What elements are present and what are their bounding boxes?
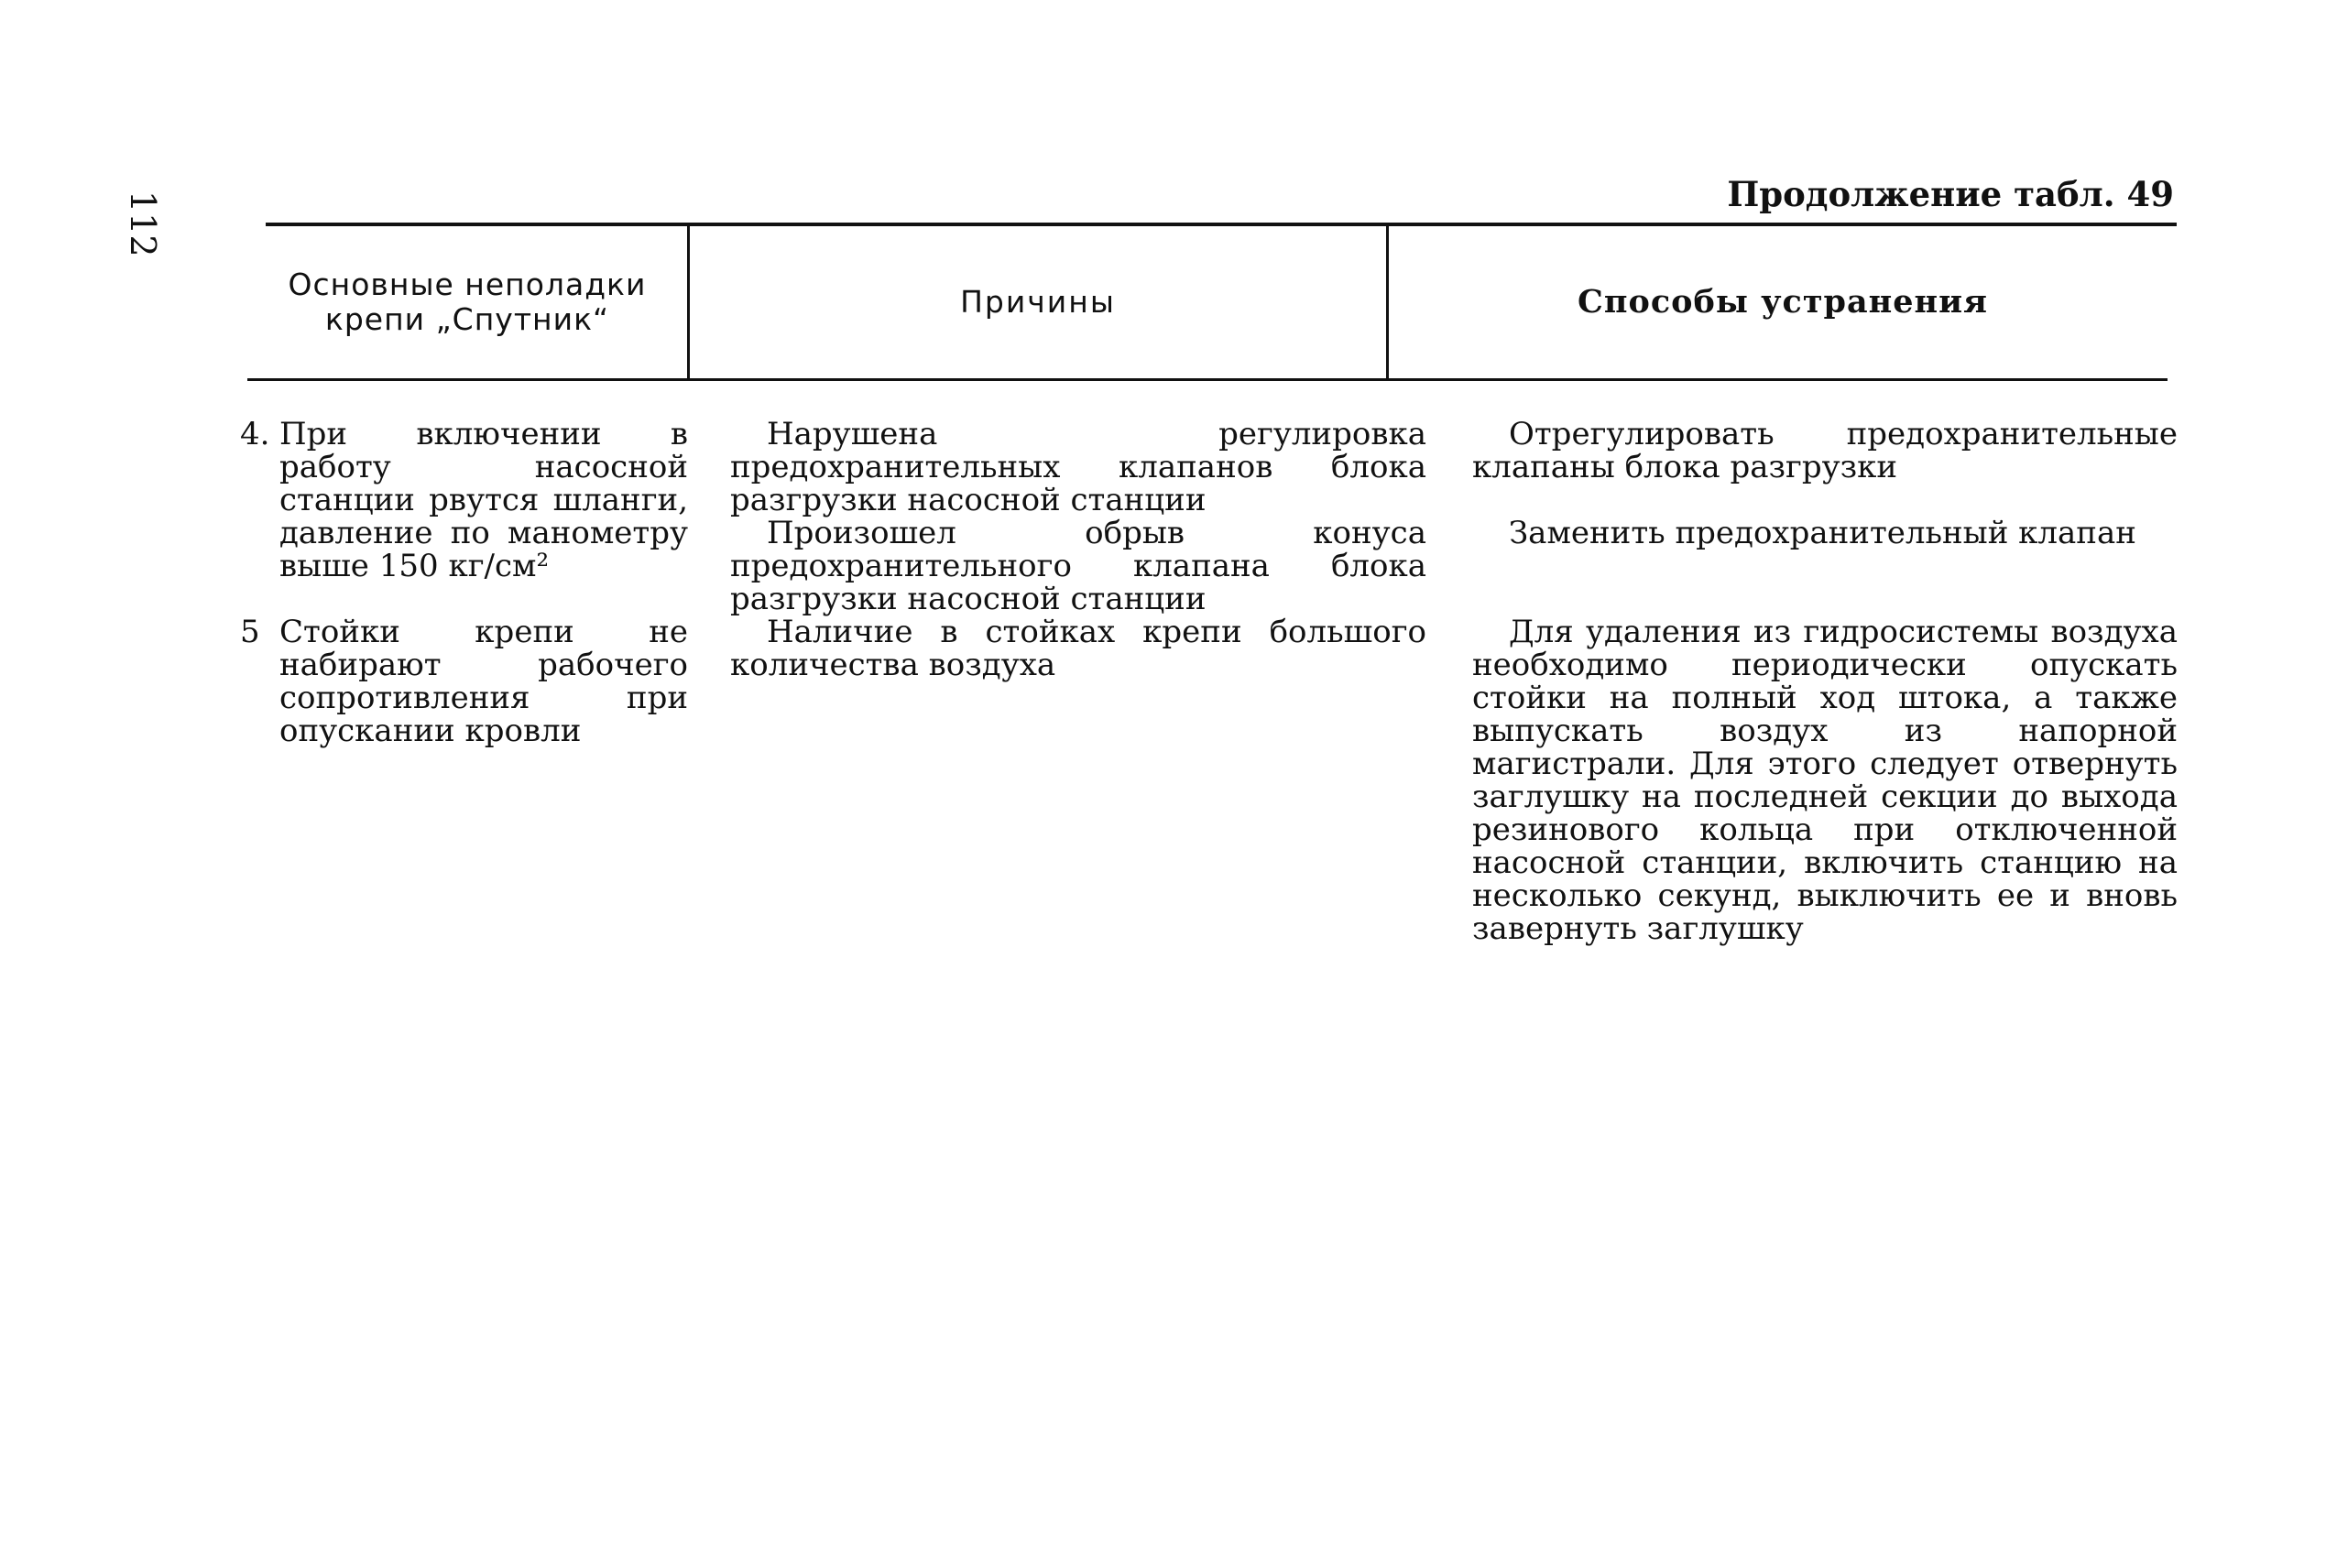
table-caption: Продолжение табл. 49: [1727, 174, 2174, 214]
remedy-text: Заменить предохранительный клапан: [1509, 515, 2136, 551]
cause-text: Нарушена регулировка предохранительных клапанов блока разгрузки насосной станции: [730, 416, 1426, 518]
row-number: 4.: [240, 416, 270, 452]
row-number: 5: [240, 614, 260, 650]
page-number: 112: [123, 191, 163, 257]
remedy-text: Отрегулировать предохранительные клапаны блока разгрузки: [1472, 416, 2178, 485]
cause-text: Произошел обрыв конуса предохранительного клапана блока разгрузки насосной станции: [730, 515, 1426, 617]
header-remedies: Способы устранения: [1578, 283, 1988, 321]
fault-text: При включении в работу насосной станции рвутся шланги, давление по манометру выше 150 кг/см²: [279, 416, 688, 584]
fault-text: Стойки крепи не набирают рабочего сопротивления при опускании кровли: [279, 614, 688, 749]
cause-text: Наличие в стойках крепи большого количества воздуха: [730, 614, 1426, 683]
remedy-text: Для удаления из гидросистемы воздуха необходимо периодически опускать стойки на полный ход штока, а также выпускать воздух из напорной магистрали. Для этого следует отвернуть заглушку на последней секции до выхода резинового кольца при отключенной насосной станции, включить станцию на несколько секунд, выключить ее и вновь завернуть заглушку: [1472, 614, 2178, 947]
header-causes: Причины: [960, 284, 1116, 320]
table-header-rule: [247, 378, 2168, 381]
header-faults: Основные неполадки крепи „Спутник“: [288, 267, 647, 337]
